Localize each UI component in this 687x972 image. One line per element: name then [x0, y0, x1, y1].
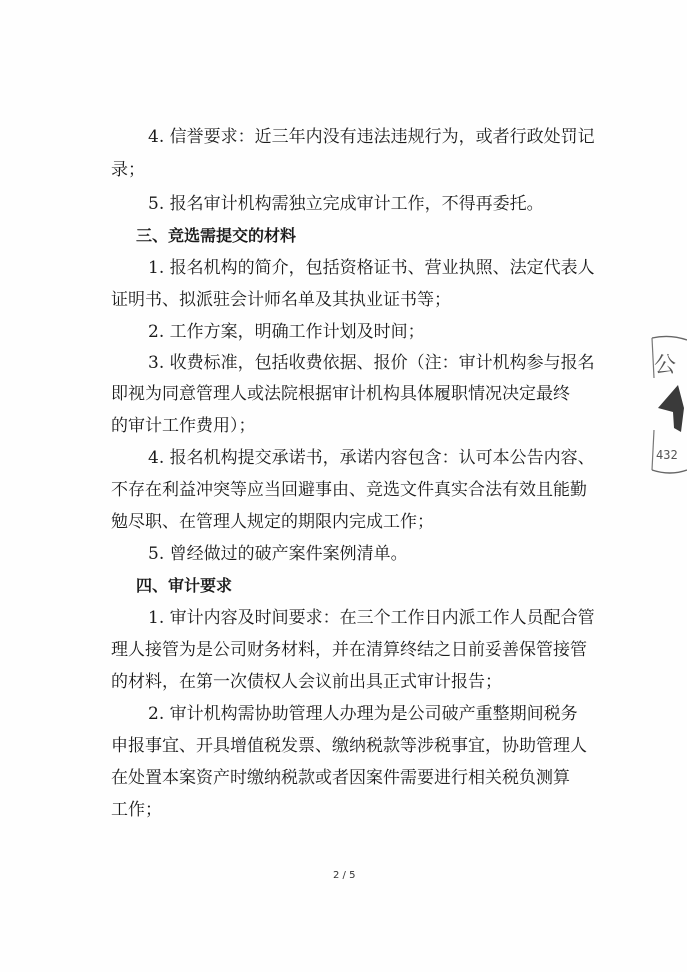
- section-heading: 四、审计要求: [136, 576, 233, 595]
- text-line: 证明书、拟派驻会计师名单及其执业证书等；: [111, 290, 451, 310]
- page-number: 2 / 5: [333, 870, 356, 881]
- text-line: 1. 审计内容及时间要求：在三个工作日内派工作人员配合管: [148, 608, 595, 628]
- text-line: 工作；: [111, 800, 162, 820]
- text-line: 录；: [111, 160, 145, 180]
- text-line: 4. 报名机构提交承诺书，承诺内容包含：认可本公告内容、: [148, 448, 595, 468]
- text-line: 3. 收费标准，包括收费依据、报价（注：审计机构参与报名: [148, 353, 595, 373]
- text-line: 2. 审计机构需协助管理人办理为是公司破产重整期间税务: [148, 704, 578, 724]
- text-line: 5. 曾经做过的破产案件案例清单。: [148, 544, 408, 564]
- text-line: 即视为同意管理人或法院根据审计机构具体履职情况决定最终: [111, 384, 570, 404]
- text-line: 不存在利益冲突等应当回避事由、竞选文件真实合法有效且能勤: [111, 480, 587, 500]
- seal-fragment: [648, 330, 687, 480]
- text-line: 勉尽职、在管理人规定的期限内完成工作；: [111, 512, 434, 532]
- seal-text-top: 公: [654, 353, 677, 378]
- text-line: 的审计工作费用）；: [111, 416, 256, 436]
- text-line: 2. 工作方案，明确工作计划及时间；: [148, 322, 425, 342]
- text-line: 4. 信誉要求：近三年内没有违法违规行为，或者行政处罚记: [148, 127, 595, 147]
- text-line: 理人接管为是公司财务材料，并在清算终结之日前妥善保管接管: [111, 640, 587, 660]
- text-line: 在处置本案资产时缴纳税款或者因案件需要进行相关税负测算: [111, 768, 570, 788]
- text-line: 的材料，在第一次债权人会议前出具正式审计报告；: [111, 672, 502, 692]
- seal-text-bottom: 432: [656, 448, 678, 462]
- text-line: 1. 报名机构的简介，包括资格证书、营业执照、法定代表人: [148, 258, 595, 278]
- text-line: 申报事宜、开具增值税发票、缴纳税款等涉税事宜，协助管理人: [111, 736, 587, 756]
- section-heading: 三、竞选需提交的材料: [136, 226, 297, 245]
- text-line: 5. 报名审计机构需独立完成审计工作，不得再委托。: [148, 194, 544, 214]
